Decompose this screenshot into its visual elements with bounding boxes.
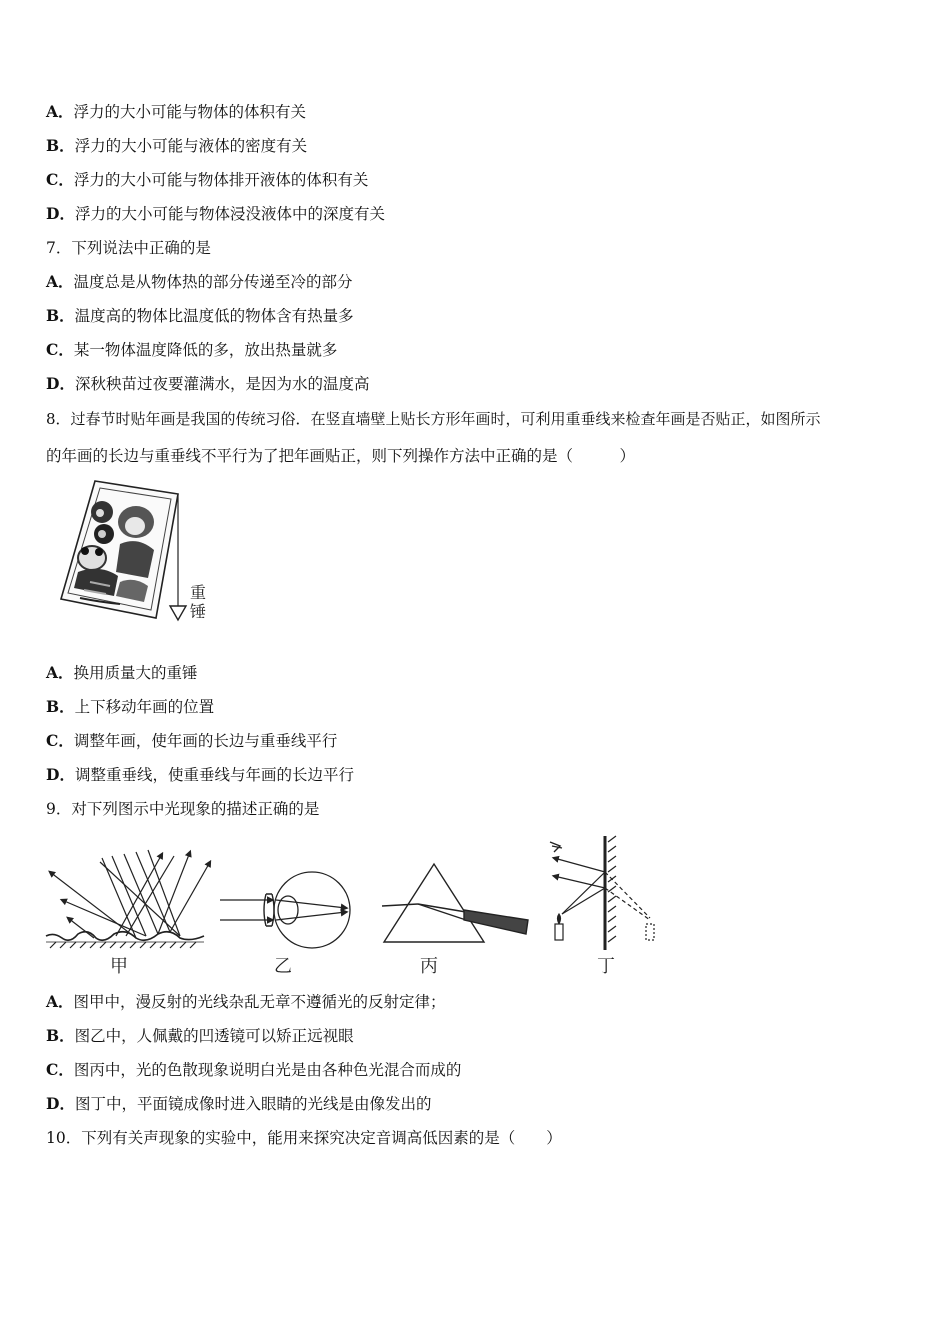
plumb-bob [170,606,186,620]
figure-label-jia: 甲 [110,956,128,977]
option-label: A． [46,272,74,291]
figure-label-bing: 丙 [420,956,438,977]
option-text: 温度高的物体比温度低的物体含有热量多 [74,307,354,325]
q8-option-a [46,663,198,683]
option-label: D． [46,204,75,223]
option-label: B． [46,306,75,325]
q9-option-b [46,1026,354,1046]
option-text: 上下移动年画的位置 [74,698,215,716]
q9-option-a [46,992,446,1012]
option-text: 调整重垂线，使重垂线与年画的长边平行 [74,766,354,784]
q6-option-b [46,136,307,156]
nianhua-poster [61,481,178,618]
q9-option-d [46,1094,431,1114]
q7-option-c [46,340,337,360]
q9-option-c [46,1060,461,1080]
option-text: 图乙中，人佩戴的凹透镜可以矫正远视眼 [74,1027,354,1045]
q7-stem: 7．下列说法中正确的是 [46,239,211,257]
q7-option-a [46,272,353,292]
option-text: 图丁中，平面镜成像时进入眼睛的光线是由像发出的 [74,1095,432,1113]
option-label: C． [46,1060,74,1079]
option-label: A． [46,102,74,121]
figure-label-chui: 锤 [190,602,207,621]
light-phenomena-figures [40,828,670,978]
figure-label-yi: 乙 [274,956,292,977]
option-text: 浮力的大小可能与物体的体积有关 [73,103,307,121]
q6-option-a [46,102,306,122]
nianhua-figure [50,478,220,628]
option-label: D． [46,374,75,393]
q8-stem-line-2: 的年画的长边与重垂线不平行为了把年画贴正，则下列操作方法中正确的是（ ） [46,447,636,465]
figure-label-ding: 丁 [597,956,615,977]
figure-label-zhong: 重 [190,583,207,602]
option-text: 深秋秧苗过夜要灌满水，是因为水的温度高 [74,375,370,393]
option-label: D． [46,765,75,784]
q7-option-d [46,374,369,394]
q6-option-c [46,170,368,190]
option-label: B． [46,136,75,155]
figure-jia-diffuse-reflection [46,850,210,948]
option-text: 换用质量大的重锤 [73,664,198,682]
option-label: C． [46,340,74,359]
q8-option-b [46,697,214,717]
figure-ding-plane-mirror [550,836,654,950]
option-text: 浮力的大小可能与物体浸没液体中的深度有关 [74,205,385,223]
option-text: 图丙中，光的色散现象说明白光是由各种色光混合而成的 [73,1061,462,1079]
q8-stem-line-1: 8．过春节时贴年画是我国的传统习俗．在竖直墙壁上贴长方形年画时，可利用重垂线来检查年画是否贴正，如图所示 [46,410,821,428]
option-label: C． [46,731,74,750]
q7-option-b [46,306,354,326]
option-label: A． [46,663,74,682]
option-text: 温度总是从物体热的部分传递至冷的部分 [73,273,353,291]
figure-bing-prism [382,864,528,942]
option-text: 浮力的大小可能与物体排开液体的体积有关 [73,171,369,189]
q9-stem: 9．对下列图示中光现象的描述正确的是 [46,800,320,818]
option-text: 浮力的大小可能与液体的密度有关 [74,137,308,155]
option-label: D． [46,1094,75,1113]
option-label: A． [46,992,74,1011]
q8-option-d [46,765,354,785]
option-label: B． [46,697,75,716]
q6-option-d [46,204,385,224]
figure-yi-eye-lens [220,872,350,948]
option-label: C． [46,170,74,189]
option-text: 图甲中，漫反射的光线杂乱无章不遵循光的反射定律； [73,993,446,1011]
q10-stem: 10．下列有关声现象的实验中，能用来探究决定音调高低因素的是（ ） [46,1129,562,1147]
q8-option-c [46,731,337,751]
option-label: B． [46,1026,75,1045]
option-text: 调整年画，使年画的长边与重垂线平行 [73,732,338,750]
option-text: 某一物体温度降低的多，放出热量就多 [73,341,338,359]
